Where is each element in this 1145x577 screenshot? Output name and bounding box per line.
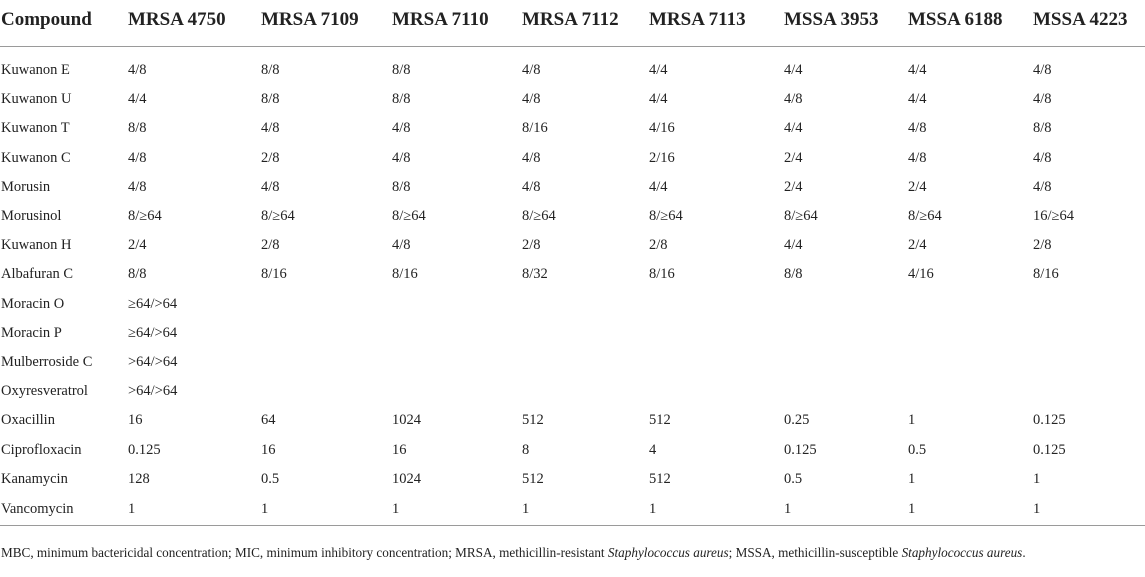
value-cell: 1 — [908, 412, 916, 429]
value-cell — [1033, 290, 1145, 319]
value-cell: 4/4 — [649, 91, 668, 108]
value-cell: 16/≥64 — [1033, 208, 1074, 225]
footnote-text-1: MBC, minimum bactericidal concentration; MIC, minimum inhibitory concentration; MRSA, methicillin-resistant — [1, 545, 608, 560]
value-cell: >64/>64 — [128, 383, 178, 400]
compound-name-cell: Kuwanon H — [1, 237, 72, 254]
value-cell: 8/32 — [522, 266, 548, 283]
value-cell — [784, 348, 908, 377]
value-cell: 8/16 — [522, 120, 548, 137]
value-cell: 1 — [392, 494, 522, 526]
value-cell: 0.125 — [1033, 412, 1066, 429]
table-row — [0, 465, 1145, 494]
table-row — [0, 231, 1145, 260]
value-cell: 8/8 — [1033, 120, 1052, 137]
value-cell: 8/16 — [261, 266, 287, 283]
compound-name-cell: Oxyresveratrol — [1, 383, 88, 400]
value-cell: 1024 — [392, 412, 421, 429]
value-cell: 8/≥64 — [784, 208, 818, 225]
value-cell: 8/≥64 — [261, 208, 295, 225]
value-cell: 4/8 — [1033, 149, 1052, 166]
value-cell: 4/8 — [392, 149, 411, 166]
footnote-species-1: Staphylococcus aureus — [607, 545, 729, 560]
value-cell: 4/8 — [522, 62, 541, 79]
value-cell — [392, 348, 522, 377]
value-cell: 8/≥64 — [522, 208, 556, 225]
value-cell: 8/16 — [392, 266, 418, 283]
value-cell: 128 — [128, 470, 150, 487]
value-cell: 512 — [649, 412, 671, 429]
value-cell: 4/4 — [908, 62, 927, 79]
compound-name-cell: Kuwanon T — [1, 120, 70, 137]
table-row — [0, 85, 1145, 114]
value-cell: 8/≥64 — [908, 208, 942, 225]
value-cell — [649, 290, 784, 319]
value-cell: 64 — [261, 412, 276, 429]
value-cell: 16 — [392, 441, 407, 458]
value-cell: 4 — [649, 441, 657, 458]
value-cell — [522, 377, 649, 406]
value-cell: 2/4 — [784, 149, 803, 166]
value-cell — [784, 377, 908, 406]
value-cell: 4/8 — [522, 178, 541, 195]
value-cell — [261, 290, 392, 319]
value-cell: ≥64/>64 — [128, 324, 178, 341]
value-cell: 8/8 — [128, 266, 147, 283]
value-cell — [1033, 348, 1145, 377]
value-cell — [392, 377, 522, 406]
value-cell — [261, 319, 392, 348]
value-cell: 0.5 — [908, 441, 927, 458]
value-cell: 4/8 — [261, 178, 280, 195]
table-row — [0, 377, 1145, 406]
value-cell: 512 — [522, 412, 544, 429]
compound-name-cell: Kuwanon C — [1, 149, 71, 166]
compound-name-cell: Moracin P — [1, 324, 62, 341]
value-cell: 8/≥64 — [392, 208, 426, 225]
compound-name-cell: Albafuran C — [1, 266, 74, 283]
value-cell: >64/>64 — [128, 353, 178, 370]
footnote-species-2: Staphylococcus aureus — [901, 545, 1023, 560]
table-row — [0, 290, 1145, 319]
value-cell — [908, 348, 1033, 377]
value-cell — [649, 319, 784, 348]
value-cell: 2/16 — [649, 149, 675, 166]
value-cell: 4/4 — [649, 62, 668, 79]
value-cell — [908, 319, 1033, 348]
value-cell: 0.5 — [784, 470, 803, 487]
value-cell — [261, 348, 392, 377]
value-cell — [1033, 377, 1145, 406]
table-row — [0, 260, 1145, 289]
value-cell: 2/8 — [522, 237, 541, 254]
value-cell — [908, 290, 1033, 319]
value-cell: 0.125 — [1033, 441, 1066, 458]
value-cell: 1 — [128, 494, 261, 526]
value-cell: 1 — [908, 494, 1033, 526]
column-header-strain: MSSA 4223 — [1033, 0, 1145, 47]
column-header-strain: MRSA 4750 — [128, 0, 261, 47]
column-header-strain: MRSA 7112 — [522, 0, 649, 47]
value-cell: 4/8 — [1033, 62, 1052, 79]
table-spacer-row — [0, 47, 1145, 57]
value-cell: 8/8 — [392, 178, 411, 195]
value-cell: 1 — [908, 470, 916, 487]
footnote-text-2: ; MSSA, methicillin-susceptible — [728, 545, 902, 560]
compound-name-cell: Morusin — [1, 178, 51, 195]
value-cell: 4/8 — [1033, 178, 1052, 195]
value-cell: 4/8 — [392, 120, 411, 137]
value-cell: 4/8 — [261, 120, 280, 137]
value-cell: 8 — [522, 441, 530, 458]
value-cell — [1033, 319, 1145, 348]
value-cell: 4/8 — [784, 91, 803, 108]
value-cell: 4/8 — [128, 62, 147, 79]
value-cell: 4/8 — [1033, 91, 1052, 108]
compound-name-cell: Mulberroside C — [1, 353, 93, 370]
table-body — [0, 47, 1145, 526]
value-cell: 2/8 — [649, 237, 668, 254]
value-cell: 4/8 — [908, 149, 927, 166]
value-cell: 1 — [1033, 494, 1145, 526]
value-cell: ≥64/>64 — [128, 295, 178, 312]
table-row — [0, 319, 1145, 348]
column-header-strain: MRSA 7109 — [261, 0, 392, 47]
value-cell: 4/8 — [522, 91, 541, 108]
value-cell: 4/4 — [649, 178, 668, 195]
value-cell: 0.125 — [128, 441, 161, 458]
value-cell: 1 — [522, 494, 649, 526]
value-cell — [522, 290, 649, 319]
column-header-compound: Compound — [0, 0, 128, 47]
value-cell: 0.5 — [261, 470, 280, 487]
value-cell: 0.125 — [784, 441, 817, 458]
value-cell: 1 — [784, 494, 908, 526]
value-cell: 4/8 — [392, 237, 411, 254]
value-cell: 4/4 — [784, 237, 803, 254]
value-cell: 0.25 — [784, 412, 810, 429]
value-cell: 2/4 — [784, 178, 803, 195]
compound-name-cell: Ciprofloxacin — [1, 441, 82, 458]
compound-name-cell: Morusinol — [1, 208, 62, 225]
value-cell: 2/4 — [908, 237, 927, 254]
value-cell: 8/≥64 — [128, 208, 162, 225]
table-row — [0, 348, 1145, 377]
value-cell: 8/8 — [392, 91, 411, 108]
value-cell: 4/16 — [649, 120, 675, 137]
table-row — [0, 202, 1145, 231]
value-cell: 1 — [261, 494, 392, 526]
value-cell: 512 — [649, 470, 671, 487]
table-header-row — [0, 0, 1145, 47]
value-cell — [392, 319, 522, 348]
column-header-strain: MRSA 7113 — [649, 0, 784, 47]
footnote-text-3: . — [1022, 545, 1026, 560]
value-cell: 2/8 — [261, 149, 280, 166]
compound-name-cell: Oxacillin — [1, 412, 55, 429]
table-footnote — [1, 544, 1141, 562]
value-cell: 16 — [261, 441, 276, 458]
value-cell: 4/4 — [908, 91, 927, 108]
value-cell — [649, 348, 784, 377]
value-cell — [908, 377, 1033, 406]
value-cell — [261, 377, 392, 406]
value-cell: 4/4 — [784, 62, 803, 79]
value-cell: 1 — [1033, 470, 1041, 487]
column-header-strain: MSSA 6188 — [908, 0, 1033, 47]
value-cell: 4/8 — [128, 178, 147, 195]
table-row — [0, 56, 1145, 85]
value-cell: 8/≥64 — [649, 208, 683, 225]
value-cell: 4/8 — [522, 149, 541, 166]
value-cell: 2/8 — [261, 237, 280, 254]
value-cell: 4/4 — [784, 120, 803, 137]
value-cell: 8/8 — [392, 62, 411, 79]
value-cell: 16 — [128, 412, 143, 429]
value-cell: 8/8 — [128, 120, 147, 137]
value-cell: 2/8 — [1033, 237, 1052, 254]
value-cell — [784, 290, 908, 319]
compound-name-cell: Kuwanon U — [1, 91, 72, 108]
table-row — [0, 173, 1145, 202]
value-cell: 8/16 — [649, 266, 675, 283]
table-row — [0, 494, 1145, 526]
value-cell — [784, 319, 908, 348]
value-cell: 8/8 — [261, 62, 280, 79]
value-cell: 8/8 — [261, 91, 280, 108]
value-cell — [649, 377, 784, 406]
table-row — [0, 114, 1145, 143]
table-row — [0, 144, 1145, 173]
compound-name-cell: Vancomycin — [0, 494, 128, 526]
value-cell: 4/16 — [908, 266, 934, 283]
value-cell: 1 — [649, 494, 784, 526]
compound-name-cell: Kanamycin — [1, 470, 68, 487]
table-row — [0, 435, 1145, 464]
value-cell — [392, 290, 522, 319]
compound-name-cell: Kuwanon E — [1, 62, 70, 79]
value-cell: 4/4 — [128, 91, 147, 108]
table-row — [0, 406, 1145, 435]
value-cell: 4/8 — [128, 149, 147, 166]
value-cell: 4/8 — [908, 120, 927, 137]
value-cell: 8/8 — [784, 266, 803, 283]
value-cell — [522, 348, 649, 377]
value-cell: 1024 — [392, 470, 421, 487]
column-header-strain: MSSA 3953 — [784, 0, 908, 47]
value-cell: 512 — [522, 470, 544, 487]
value-cell: 8/16 — [1033, 266, 1059, 283]
value-cell: 2/4 — [128, 237, 147, 254]
column-header-strain: MRSA 7110 — [392, 0, 522, 47]
value-cell — [522, 319, 649, 348]
value-cell: 2/4 — [908, 178, 927, 195]
compound-name-cell: Moracin O — [1, 295, 65, 312]
spacer-cell — [0, 47, 1145, 57]
